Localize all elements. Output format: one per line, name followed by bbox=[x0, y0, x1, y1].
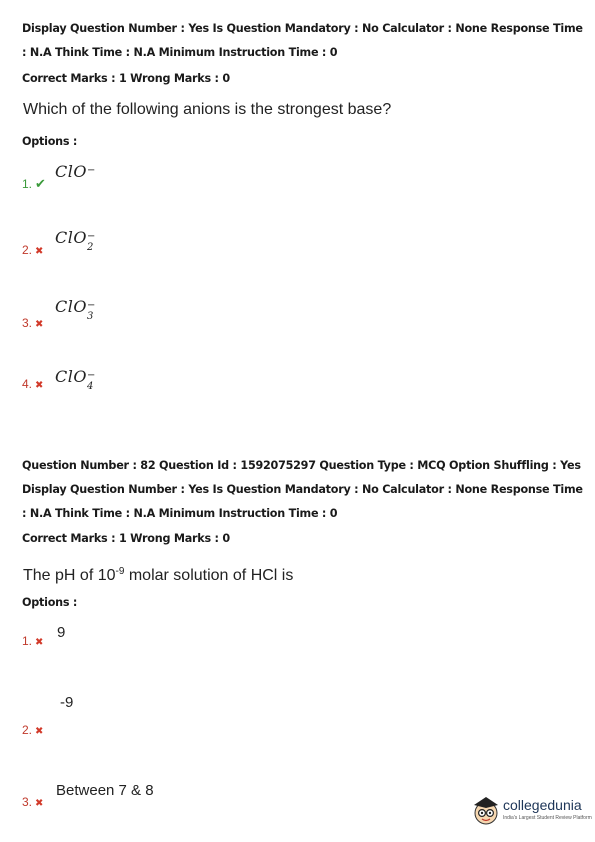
collegedunia-logo bbox=[470, 793, 592, 833]
cross-icon: ✖ bbox=[35, 726, 44, 737]
check-icon: ✔ bbox=[35, 176, 46, 191]
q2-meta-line-3: : N.A Think Time : N.A Minimum Instruction Time : 0 bbox=[22, 507, 338, 520]
q2-meta-line-1: Question Number : 82 Question Id : 1592075297 Question Type : MCQ Option Shuffling : Yes bbox=[22, 459, 581, 472]
q1-question-text: Which of the following anions is the strongest base? bbox=[23, 101, 392, 118]
q1-option-3-number[interactable]: 3. ✖ bbox=[22, 316, 44, 330]
q2-option-3-number[interactable]: 3. ✖ bbox=[22, 795, 44, 809]
q1-option-1-formula: ClO − bbox=[55, 162, 96, 181]
q1-option-3-formula: ClO − 3 bbox=[55, 297, 96, 322]
q1-option-2-number[interactable]: 2. ✖ bbox=[22, 243, 44, 257]
q1-marks: Correct Marks : 1 Wrong Marks : 0 bbox=[22, 72, 230, 85]
cross-icon: ✖ bbox=[35, 380, 44, 391]
q1-meta-line-2: : N.A Think Time : N.A Minimum Instruction Time : 0 bbox=[22, 46, 338, 59]
q1-option-1-number[interactable]: 1. ✔ bbox=[22, 176, 46, 191]
q1-option-4-formula: ClO − 4 bbox=[55, 367, 96, 392]
q2-question-text: The pH of $10^{-9}$ molar solution of HCl is bbox=[23, 566, 294, 584]
q1-options-label: Options : bbox=[22, 135, 78, 148]
cross-icon: ✖ bbox=[35, 637, 44, 648]
q2-meta-line-2: Display Question Number : Yes Is Question Mandatory : No Calculator : None Response Time bbox=[22, 483, 583, 496]
logo-wordmark: collegedunia bbox=[503, 797, 582, 813]
q2-option-1-number[interactable]: 1. ✖ bbox=[22, 634, 44, 648]
cross-icon: ✖ bbox=[35, 798, 44, 809]
q2-option-3-text: Between 7 & 8 bbox=[56, 782, 154, 799]
q1-meta-line-1: Display Question Number : Yes Is Question Mandatory : No Calculator : None Response Time bbox=[22, 22, 583, 35]
cross-icon: ✖ bbox=[35, 246, 44, 257]
q2-option-2-number[interactable]: 2. ✖ bbox=[22, 723, 44, 737]
q2-options-label: Options : bbox=[22, 596, 78, 609]
q2-option-1-text: 9 bbox=[57, 624, 66, 641]
logo-tagline: India's Largest Student Review Platform bbox=[503, 815, 592, 821]
q1-option-2-formula: ClO − 2 bbox=[55, 228, 96, 253]
q2-option-2-text: -9 bbox=[60, 694, 74, 711]
q1-option-4-number[interactable]: 4. ✖ bbox=[22, 377, 44, 391]
cross-icon: ✖ bbox=[35, 319, 44, 330]
q2-marks: Correct Marks : 1 Wrong Marks : 0 bbox=[22, 532, 230, 545]
mascot-icon bbox=[470, 793, 502, 829]
